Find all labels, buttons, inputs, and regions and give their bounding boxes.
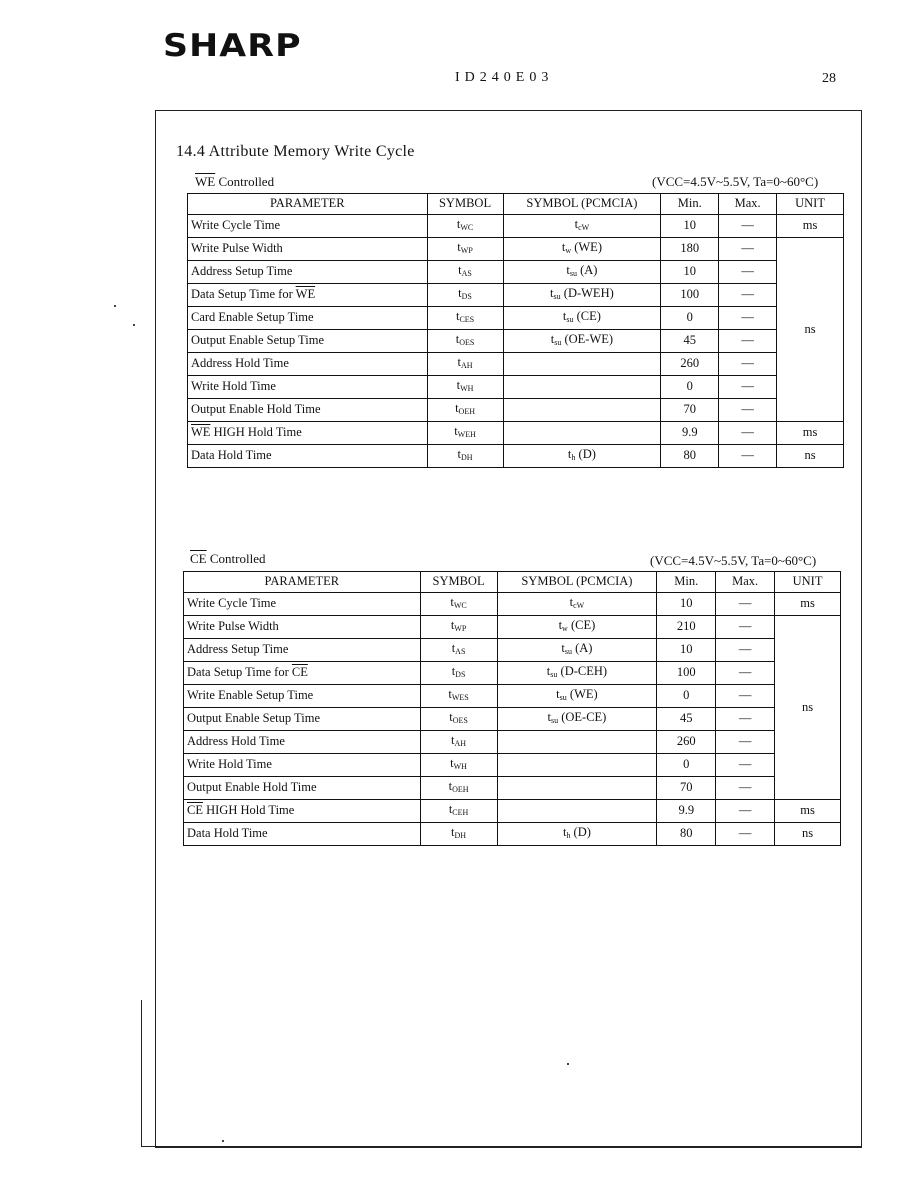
pcmcia-base: t: [574, 216, 579, 231]
min-cell: 45: [661, 329, 719, 352]
pcmcia-subscript: su: [550, 669, 558, 679]
min-cell: 10: [661, 214, 719, 237]
max-cell: —: [719, 352, 777, 375]
max-cell: —: [719, 444, 777, 467]
symbol-base: t: [451, 640, 456, 655]
table-row: [184, 615, 841, 638]
pcmcia-subscript: su: [559, 692, 567, 702]
table-row: [184, 638, 841, 661]
pcmcia-base: t: [562, 824, 567, 839]
pcmcia-base: t: [567, 446, 572, 461]
pcmcia-base: t: [561, 239, 566, 254]
pcmcia-base: t: [550, 285, 554, 300]
min-cell: 210: [657, 615, 716, 638]
symbol-subscript: WH: [460, 383, 474, 393]
symbol-cell: [420, 776, 497, 799]
symbol-subscript: AS: [461, 268, 472, 278]
spec-table-ce: [183, 571, 841, 846]
column-header: UNIT: [777, 194, 844, 215]
column-header: PARAMETER: [188, 194, 428, 215]
pcmcia-suffix: (OE-CE): [558, 709, 607, 724]
symbol-subscript: DS: [461, 291, 472, 301]
symbol-base: t: [457, 354, 461, 369]
table-caption-we: [195, 174, 274, 190]
max-cell: —: [719, 421, 777, 444]
pcmcia-symbol-cell: [503, 421, 661, 444]
spec-table-we: [187, 193, 844, 468]
symbol-base: t: [451, 663, 456, 678]
max-cell: —: [719, 214, 777, 237]
max-cell: —: [719, 306, 777, 329]
symbol-base: t: [454, 423, 458, 438]
min-cell: 0: [657, 753, 716, 776]
column-header: Min.: [657, 572, 716, 593]
pcmcia-symbol-cell: [497, 753, 657, 776]
signal-overline: $\overline{WE}$: [191, 425, 211, 439]
symbol-cell: [420, 684, 497, 707]
symbol-base: t: [450, 755, 454, 770]
symbol-cell: [427, 306, 503, 329]
min-cell: 45: [657, 707, 716, 730]
pcmcia-symbol-cell: [503, 306, 661, 329]
unit-cell: ms: [775, 799, 841, 822]
pcmcia-suffix: (A): [571, 640, 593, 655]
frame-left-line: [141, 1000, 142, 1146]
frame-bottom-line: [141, 1146, 862, 1147]
pcmcia-suffix: (WE): [571, 239, 602, 254]
table-header-row: [184, 572, 841, 593]
sharp-logo: SHARP: [163, 28, 302, 64]
pcmcia-suffix: (D-WEH): [560, 285, 614, 300]
unit-cell-merged: ns: [777, 237, 844, 421]
pcmcia-subscript: su: [566, 314, 574, 324]
unit-cell: ns: [777, 444, 844, 467]
symbol-subscript: OES: [452, 715, 468, 725]
pcmcia-base: t: [569, 594, 574, 609]
parameter-cell: Write Cycle Time: [188, 214, 428, 237]
symbol-cell: [427, 375, 503, 398]
pcmcia-subscript: su: [564, 646, 572, 656]
symbol-base: t: [451, 824, 455, 839]
symbol-base: t: [448, 686, 452, 701]
caption-signal: $\overline{WE}$: [195, 174, 216, 189]
table-row: [188, 421, 844, 444]
parameter-cell: $\overline{WE}$ HIGH Hold Time: [188, 421, 428, 444]
symbol-base: t: [458, 262, 462, 277]
column-header: Min.: [661, 194, 719, 215]
pcmcia-base: t: [546, 663, 551, 678]
pcmcia-base: t: [547, 709, 551, 724]
symbol-cell: [420, 615, 497, 638]
symbol-subscript: WP: [460, 245, 473, 255]
signal-overline: $\overline{CE}$: [291, 665, 308, 679]
symbol-base: t: [449, 709, 453, 724]
symbol-subscript: WES: [451, 692, 469, 702]
max-cell: —: [716, 707, 775, 730]
scan-speck: [133, 324, 135, 326]
symbol-cell: [420, 661, 497, 684]
parameter-cell: Data Hold Time: [188, 444, 428, 467]
symbol-cell: [420, 822, 497, 845]
max-cell: —: [716, 592, 775, 615]
pcmcia-symbol-cell: [497, 684, 657, 707]
max-cell: —: [716, 638, 775, 661]
parameter-cell: Address Setup Time: [188, 260, 428, 283]
symbol-base: t: [456, 216, 461, 231]
pcmcia-base: t: [550, 331, 555, 346]
min-cell: 0: [661, 375, 719, 398]
min-cell: 100: [661, 283, 719, 306]
symbol-base: t: [457, 239, 461, 254]
symbol-subscript: AS: [455, 646, 466, 656]
conditions-ce: (VCC=4.5V~5.5V, Ta=0~60°C): [650, 553, 817, 568]
symbol-cell: [427, 398, 503, 421]
pcmcia-subscript: h: [571, 452, 576, 462]
column-header: SYMBOL (PCMCIA): [503, 194, 661, 215]
min-cell: 260: [657, 730, 716, 753]
pcmcia-suffix: (OE-WE): [561, 331, 614, 346]
min-cell: 80: [661, 444, 719, 467]
pcmcia-symbol-cell: [497, 776, 657, 799]
unit-cell-merged: ns: [775, 615, 841, 799]
parameter-cell: Output Enable Setup Time: [188, 329, 428, 352]
min-cell: 180: [661, 237, 719, 260]
table-row: [184, 684, 841, 707]
pcmcia-base: t: [556, 686, 560, 701]
symbol-base: t: [455, 400, 459, 415]
symbol-cell: [427, 237, 503, 260]
parameter-cell: Card Enable Setup Time: [188, 306, 428, 329]
table-row: [184, 822, 841, 845]
pcmcia-symbol-cell: [503, 237, 661, 260]
symbol-subscript: DS: [455, 669, 466, 679]
scan-speck: [567, 1063, 569, 1065]
parameter-cell: Write Enable Setup Time: [184, 684, 421, 707]
max-cell: —: [719, 260, 777, 283]
max-cell: —: [719, 329, 777, 352]
pcmcia-symbol-cell: [503, 352, 661, 375]
table-row: [188, 444, 844, 467]
min-cell: 260: [661, 352, 719, 375]
table-row: [184, 730, 841, 753]
symbol-subscript: CES: [459, 314, 475, 324]
symbol-base: t: [456, 377, 461, 392]
min-cell: 9.9: [657, 799, 716, 822]
pcmcia-base: t: [558, 617, 563, 632]
pcmcia-suffix: (D): [570, 824, 591, 839]
symbol-subscript: WC: [460, 222, 474, 232]
symbol-subscript: DH: [461, 452, 473, 462]
unit-cell: ms: [777, 214, 844, 237]
symbol-subscript: WP: [454, 623, 467, 633]
table-row: [188, 237, 844, 260]
table-row: [188, 260, 844, 283]
column-header: Max.: [716, 572, 775, 593]
pcmcia-symbol-cell: [497, 707, 657, 730]
pcmcia-symbol-cell: [497, 592, 657, 615]
pcmcia-symbol-cell: [503, 375, 661, 398]
table-row: [184, 776, 841, 799]
min-cell: 10: [657, 638, 716, 661]
symbol-cell: [427, 260, 503, 283]
caption-signal: $\overline{CE}$: [190, 551, 207, 566]
min-cell: 10: [657, 592, 716, 615]
parameter-cell: Address Hold Time: [188, 352, 428, 375]
parameter-cell: Write Hold Time: [188, 375, 428, 398]
parameter-cell: Data Hold Time: [184, 822, 421, 845]
symbol-subscript: OES: [459, 337, 475, 347]
symbol-base: t: [448, 801, 453, 816]
parameter-cell: Write Hold Time: [184, 753, 421, 776]
pcmcia-symbol-cell: [497, 638, 657, 661]
pcmcia-symbol-cell: [503, 283, 661, 306]
pcmcia-symbol-cell: [503, 398, 661, 421]
min-cell: 70: [657, 776, 716, 799]
column-header: SYMBOL: [420, 572, 497, 593]
table-caption-ce: [190, 551, 265, 567]
table-header-row: [188, 194, 844, 215]
table-row: [184, 753, 841, 776]
table-row: [184, 799, 841, 822]
pcmcia-suffix: (D): [575, 446, 596, 461]
parameter-cell: Write Cycle Time: [184, 592, 421, 615]
pcmcia-symbol-cell: [497, 615, 657, 638]
symbol-base: t: [451, 732, 455, 747]
column-header: PARAMETER: [184, 572, 421, 593]
parameter-cell: Output Enable Hold Time: [188, 398, 428, 421]
pcmcia-base: t: [566, 262, 570, 277]
symbol-subscript: CEH: [452, 807, 469, 817]
parameter-cell: Address Setup Time: [184, 638, 421, 661]
table-row: [188, 329, 844, 352]
table-row: [184, 661, 841, 684]
column-header: SYMBOL: [427, 194, 503, 215]
pcmcia-subscript: su: [554, 337, 562, 347]
parameter-cell: Output Enable Hold Time: [184, 776, 421, 799]
pcmcia-subscript: cW: [573, 600, 585, 610]
pcmcia-symbol-cell: [503, 214, 661, 237]
symbol-base: t: [457, 446, 461, 461]
max-cell: —: [719, 375, 777, 398]
signal-overline: $\overline{CE}$: [187, 803, 203, 817]
pcmcia-symbol-cell: [503, 329, 661, 352]
symbol-base: t: [455, 308, 460, 323]
pcmcia-symbol-cell: [503, 260, 661, 283]
unit-cell: ms: [777, 421, 844, 444]
pcmcia-base: t: [561, 640, 565, 655]
parameter-cell: Address Hold Time: [184, 730, 421, 753]
max-cell: —: [716, 730, 775, 753]
table-row: [188, 214, 844, 237]
signal-overline: $\overline{WE}$: [295, 287, 316, 301]
symbol-base: t: [455, 331, 460, 346]
scan-speck: [222, 1140, 224, 1142]
page-number: 28: [822, 71, 836, 86]
symbol-subscript: WC: [453, 600, 467, 610]
table-row: [188, 283, 844, 306]
pcmcia-symbol-cell: [497, 822, 657, 845]
symbol-subscript: OEH: [452, 784, 469, 794]
unit-cell: ms: [775, 592, 841, 615]
min-cell: 10: [661, 260, 719, 283]
min-cell: 9.9: [661, 421, 719, 444]
max-cell: —: [716, 822, 775, 845]
symbol-subscript: AH: [461, 360, 473, 370]
symbol-cell: [420, 638, 497, 661]
pcmcia-suffix: (CE): [573, 308, 601, 323]
pcmcia-base: t: [562, 308, 567, 323]
min-cell: 0: [661, 306, 719, 329]
min-cell: 70: [661, 398, 719, 421]
pcmcia-symbol-cell: [497, 799, 657, 822]
symbol-cell: [427, 329, 503, 352]
symbol-base: t: [450, 594, 454, 609]
conditions-we: (VCC=4.5V~5.5V, Ta=0~60°C): [652, 174, 819, 189]
symbol-base: t: [458, 285, 462, 300]
max-cell: —: [716, 799, 775, 822]
parameter-cell: Write Pulse Width: [188, 237, 428, 260]
symbol-cell: [427, 444, 503, 467]
pcmcia-subscript: cW: [578, 222, 590, 232]
table-row: [184, 707, 841, 730]
max-cell: —: [716, 753, 775, 776]
table-row: [188, 352, 844, 375]
document-id: ID240E03: [455, 70, 554, 85]
caption-text: Controlled: [206, 551, 266, 566]
parameter-cell: Output Enable Setup Time: [184, 707, 421, 730]
table-row: [188, 306, 844, 329]
pcmcia-subscript: su: [553, 291, 561, 301]
pcmcia-symbol-cell: [503, 444, 661, 467]
symbol-cell: [420, 753, 497, 776]
table-row: [188, 398, 844, 421]
symbol-cell: [427, 352, 503, 375]
min-cell: 100: [657, 661, 716, 684]
symbol-base: t: [450, 617, 455, 632]
pcmcia-suffix: (D-CEH): [557, 663, 608, 678]
min-cell: 0: [657, 684, 716, 707]
pcmcia-subscript: su: [569, 268, 577, 278]
scan-speck: [114, 305, 116, 307]
max-cell: —: [719, 283, 777, 306]
symbol-cell: [420, 799, 497, 822]
column-header: SYMBOL (PCMCIA): [497, 572, 657, 593]
symbol-subscript: AH: [454, 738, 467, 748]
symbol-subscript: OEH: [458, 406, 475, 416]
symbol-subscript: WEH: [457, 429, 476, 439]
parameter-cell: Write Pulse Width: [184, 615, 421, 638]
parameter-cell: Data Setup Time for $\overline{WE}$: [188, 283, 428, 306]
pcmcia-symbol-cell: [497, 661, 657, 684]
pcmcia-suffix: (WE): [566, 686, 598, 701]
parameter-cell: $\overline{CE}$ HIGH Hold Time: [184, 799, 421, 822]
symbol-cell: [420, 592, 497, 615]
section-title: 14.4 Attribute Memory Write Cycle: [176, 143, 415, 160]
max-cell: —: [719, 398, 777, 421]
symbol-cell: [427, 214, 503, 237]
table-row: [188, 375, 844, 398]
symbol-cell: [420, 707, 497, 730]
caption-text: Controlled: [215, 174, 275, 189]
pcmcia-symbol-cell: [497, 730, 657, 753]
column-header: UNIT: [775, 572, 841, 593]
max-cell: —: [719, 237, 777, 260]
symbol-cell: [427, 421, 503, 444]
pcmcia-subscript: h: [566, 830, 571, 840]
symbol-cell: [420, 730, 497, 753]
max-cell: —: [716, 776, 775, 799]
max-cell: —: [716, 661, 775, 684]
max-cell: —: [716, 684, 775, 707]
symbol-base: t: [448, 778, 453, 793]
max-cell: —: [716, 615, 775, 638]
parameter-cell: Data Setup Time for $\overline{CE}$: [184, 661, 421, 684]
unit-cell: ns: [775, 822, 841, 845]
table-row: [184, 592, 841, 615]
pcmcia-suffix: (A): [576, 262, 598, 277]
pcmcia-subscript: w: [562, 623, 568, 633]
pcmcia-suffix: (CE): [567, 617, 596, 632]
symbol-subscript: DH: [454, 830, 467, 840]
symbol-subscript: WH: [453, 761, 467, 771]
pcmcia-subscript: su: [550, 715, 559, 725]
min-cell: 80: [657, 822, 716, 845]
symbol-cell: [427, 283, 503, 306]
pcmcia-subscript: w: [565, 245, 572, 255]
column-header: Max.: [719, 194, 777, 215]
